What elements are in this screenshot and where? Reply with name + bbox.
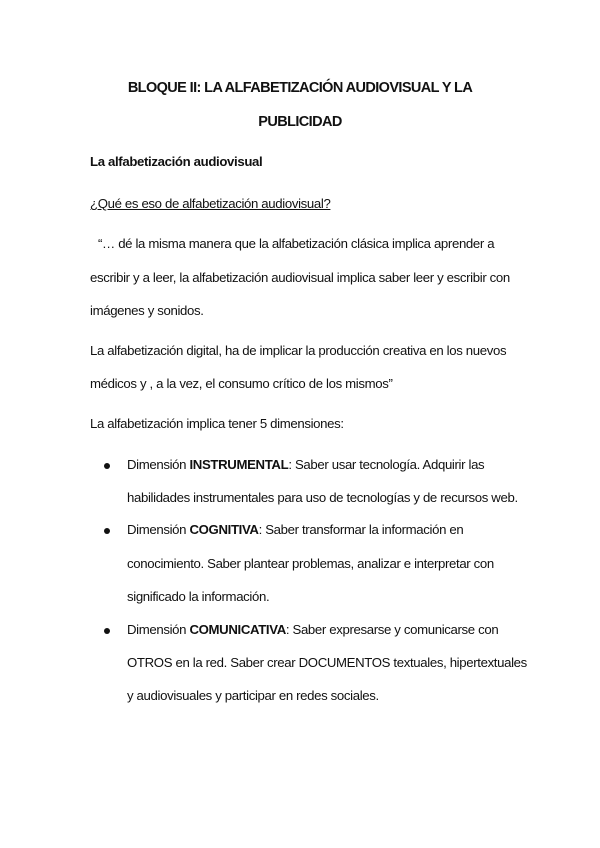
quote-line-1: “… dé la misma manera que la alfabetización clásica implica aprender a <box>98 236 495 251</box>
quote-line-5: médicos y , a la vez, el consumo crítico de los mismos” <box>90 376 393 391</box>
dimension-item-line-2: habilidades instrumentales para uso de tecnologías y de recursos web. <box>127 490 518 505</box>
dimension-item-line-3: y audiovisuales y participar en redes sociales. <box>127 688 379 703</box>
quote-line-3: imágenes y sonidos. <box>90 303 204 318</box>
dimension-name: COMUNICATIVA <box>189 622 286 637</box>
quote-line-4: La alfabetización digital, ha de implicar la producción creativa en los nuevos <box>90 343 507 358</box>
bullet-icon <box>104 528 110 534</box>
dimension-name: INSTRUMENTAL <box>189 457 289 472</box>
dimension-item-line-2: OTROS en la red. Saber crear DOCUMENTOS textuales, hipertextuales <box>127 655 527 670</box>
intro-paragraph: La alfabetización implica tener 5 dimensiones: <box>90 416 344 431</box>
page-title-line-1: BLOQUE II: LA ALFABETIZACIÓN AUDIOVISUAL Y LA <box>127 80 473 96</box>
question-link[interactable]: ¿Qué es eso de alfabetización audiovisual? <box>90 196 331 211</box>
dimension-item: Dimensión COMUNICATIVA: Saber expresarse y comunicarse con <box>127 622 499 637</box>
page-title-line-2: PUBLICIDAD <box>258 114 342 130</box>
dimension-item: Dimensión COGNITIVA: Saber transformar la información en <box>127 522 464 537</box>
dimension-item-line-3: significado la información. <box>127 589 270 604</box>
dimension-item-line-2: conocimiento. Saber plantear problemas, analizar e interpretar con <box>127 556 494 571</box>
section-heading: La alfabetización audiovisual <box>90 154 263 169</box>
bullet-icon <box>104 463 110 469</box>
dimension-item: Dimensión INSTRUMENTAL: Saber usar tecnología. Adquirir las <box>127 457 485 472</box>
quote-line-2: escribir y a leer, la alfabetización audiovisual implica saber leer y escribir con <box>90 270 510 285</box>
dimension-name: COGNITIVA <box>189 522 259 537</box>
bullet-icon <box>104 628 110 634</box>
